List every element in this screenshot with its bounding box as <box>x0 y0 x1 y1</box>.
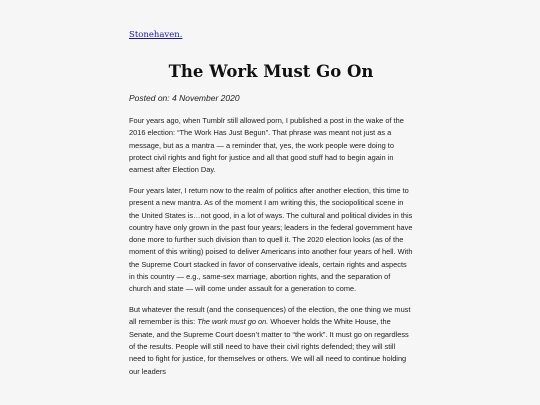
post-date: Posted on: 4 November 2020 <box>129 93 240 103</box>
paragraph-3-text-start: But whatever the result (and the consequences) of the election, the one thing we must all remember is this: <box>129 305 411 327</box>
post-title: The Work Must Go On <box>168 62 374 81</box>
site-home-link[interactable]: Stonehaven. <box>129 30 183 40</box>
post-paragraph-2: Four years later, I return now to the realm of politics after another election, this time to present a new mantra. As of the moment I am writing this, the sociopolitical scene in the United States is…not good, in a lot of ways. The cultural and political divides in this country have only grown in the past four years; leaders in the federal government have done more to further such division than to quell it. The 2020 election looks (as of the moment of this writing) poised to deliver Americans into another four years of hell. With the Supreme Court stacked in favor of conservative ideals, certain rights and aspects in this country — e.g., same-sex marriage, abortion rights, and the separation of church and state — will come under assault for a generation to come. <box>129 185 413 294</box>
post-body <box>129 115 413 386</box>
post-paragraph-3 <box>129 304 413 378</box>
emphasized-mantra: The work must go on. <box>197 317 269 327</box>
post-paragraph-1: Four years ago, when Tumblr still allowed porn, I published a post in the wake of the 2016 election: “The Work Has Just Begun”. That phrase was meant not just as a message, but as a mantra — a reminder that, yes, the work people were doing to protect civil rights and fight for justice and all that good stuff had to begin again in earnest after Election Day. <box>129 116 404 175</box>
paragraph-3-text-end: Whoever holds the White House, the Senate, and the Supreme Court doesn’t matter to “the work”. It must go on regardless of the results. People will still need to have their civil rights defended; they will still need to fight for justice, for themselves or others. We will all need to continue holding our leaders <box>129 317 409 376</box>
